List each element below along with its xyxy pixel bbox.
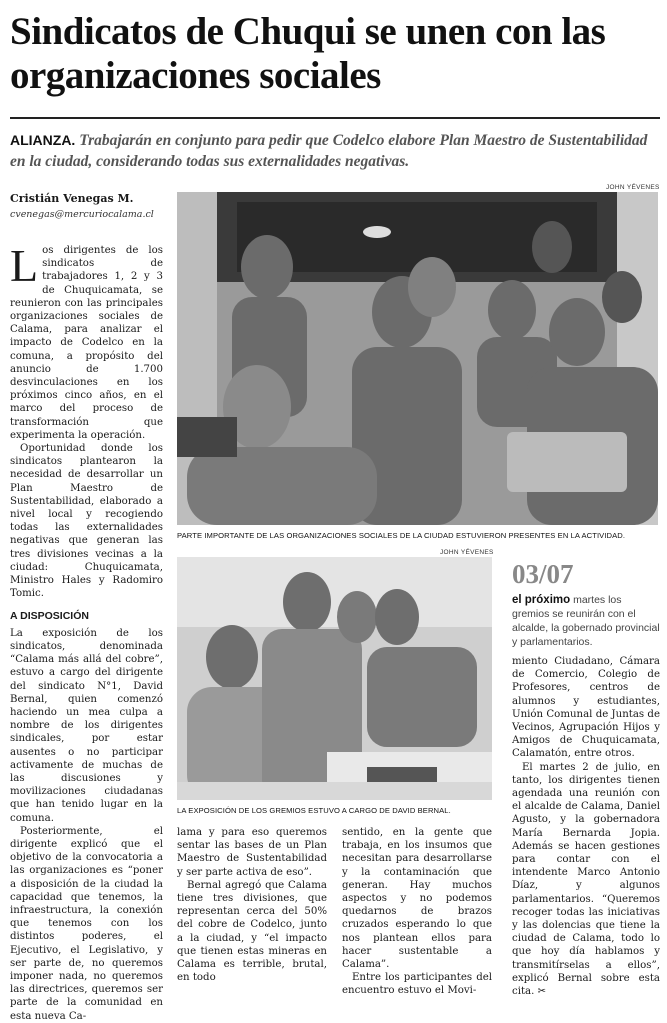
paragraph: La exposición de los sindicatos, denominada “Calama más allá del cobre”, estuvo a cargo del dirigente del sindicato N°1, David Bernal, quien comenzó haciendo un mea culpa a nombre de los dirigentes sindicales, por estar ausentes o no participar activamente de muchas de las discusiones y movilizaciones ciudadanas que han tenido lugar en la comuna. [10,627,163,824]
paragraph-text: os dirigentes de los sindicatos de trabajadores 1, 2 y 3 de Chuquicamata, se reunieron con las principales organizaciones sociales de Calama, para analizar el impacto de Codelco en la comuna, a propósito del anuncio de 1.700 desvinculaciones en los próximos cinco años, en el marco del proceso de transformación que experimenta la operación. [10,245,163,441]
paragraph: lama y para eso queremos sentar las bases de un Plan Maestro de Sustentabilidad y ser parte activa de eso”. [177,827,327,878]
column-4 [512,655,660,998]
deck [10,130,660,172]
paragraph [512,761,660,999]
headline-rule [10,117,660,119]
photo-audience [177,192,658,525]
headline: Sindicatos de Chuqui se unen con las organizaciones sociales [10,10,606,97]
photo-speakers [177,557,492,800]
column-3 [342,826,492,998]
sidebox-body: martes los gremios se reunirán con el alcalde, la gobernado provincial y parlamentarios. [512,594,660,648]
sidebox-text [512,593,660,649]
drop-cap: L [10,240,39,291]
subhead: A DISPOSICIÓN [10,610,89,623]
paragraph [10,240,163,442]
end-mark-icon: ✂ [537,986,547,998]
paragraph: Entre los participantes del encuentro estuvo el Movi- [342,972,492,997]
photo1-credit: JOHN YÉVENES [606,184,660,191]
sidebox-date: 03/07 [512,559,574,589]
deck-kicker: ALIANZA. [10,132,76,148]
column-2 [177,826,327,984]
paragraph: Oportunidad donde los sindicatos plantearon la necesidad de desarrollar un Plan Maestro de Sustentabilidad, elaborado a nivel local y recogiendo todas las externalidades negativas que generan las tres divisiones vecinas a la ciudad: Chuquicamata, Ministro Hales y Radomiro Tomic. [10,443,163,600]
column-1 [10,240,163,1023]
photo2-caption: LA EXPOSICIÓN DE LOS GREMIOS ESTUVO A CARGO DE DAVID BERNAL. [177,806,451,815]
paragraph: miento Ciudadano, Cámara de Comercio, Colegio de Profesores, centros de alumnos y estudiantes, Unión Comunal de Juntas de Vecinos, Agrupación Hijos y Amigos de Chuquicamata, Calamatón, entre otros. [512,656,660,760]
byline-author: Cristián Venegas M. [10,192,134,205]
paragraph: Bernal agregó que Calama tiene tres divisiones, que representan cerca del 50% del cobre de Codelco, junto a la ciudad, y “el impacto que tienen estas mineras en Calama es terrible, brutal, en todo [177,879,327,984]
paragraph: sentido, en la gente que trabaja, en los insumos que necesitan para desarrollarse y la contaminación que generan. Hay muchos aspectos y no podemos quedarnos de brazos cruzados esperando lo que nos plantean ellos para hacer sustentable a Calama”. [342,827,492,971]
photo1-caption: PARTE IMPORTANTE DE LAS ORGANIZACIONES SOCIALES DE LA CIUDAD ESTUVIERON PRESENTES EN LA ACTIVIDAD. [177,531,626,540]
sidebox-lead: el próximo [512,594,571,606]
byline-email: cvenegas@mercuriocalama.cl [10,209,154,220]
photo2-credit: JOHN YÉVENES [440,549,494,556]
deck-text: Trabajarán en conjunto para pedir que Codelco elabore Plan Maestro de Sustentabilidad en la ciudad, considerando todas sus externalidades negativas. [10,132,648,170]
paragraph-text: El martes 2 de julio, en tanto, los dirigentes tienen agendada una reunión con el alcalde de Calama, Daniel Agusto, y la gobernadora María Bernarda Jopia. Además se hacen gestiones para contar con el intendente Marco Antonio Díaz, y algunos parlamentarios. “Queremos recoger todas las iniciativas y las dolencias que tiene la ciudad de Calama, todo lo que hoy día hablamos y transmitírselas a ellos”, explicó Bernal sobre esta cita. [512,761,660,998]
paragraph: Posteriormente, el dirigente explicó que el objetivo de la convocatoria a las organizaciones es “poner a disposición de la ciudad la capacidad que tenemos, la infraestructura, la conexión que tenemos con los distintos poderes, el Ejecutivo, el Legislativo, y ser parte de, no queremos imponer nada, no queremos las directrices, queremos ser parte de la comunidad en esta nueva Ca- [10,825,163,1022]
